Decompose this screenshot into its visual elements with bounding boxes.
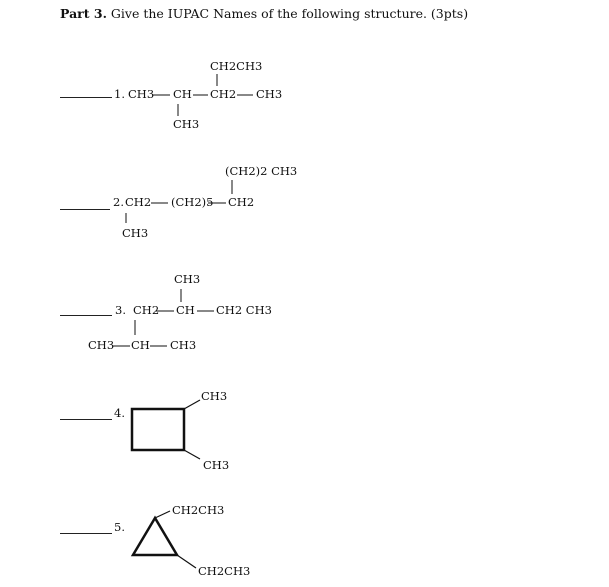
q5-substituent-bottom: CH2CH3 <box>198 564 251 578</box>
q1-ch3-right: CH3 <box>256 87 283 101</box>
q2-number: 2. <box>113 195 124 209</box>
q5-bond-bottom <box>177 555 196 568</box>
q3-answer-blank[interactable] <box>60 315 112 316</box>
q1-ch2: CH2 <box>210 87 237 101</box>
q2-ch2-left: CH2 <box>125 195 152 209</box>
q3-lower-ch: CH <box>131 338 150 352</box>
part-label: Part 3. <box>60 6 107 21</box>
q4-substituent-bottom: CH3 <box>203 458 230 472</box>
q3-ch2: CH2 <box>133 303 160 317</box>
q2-ch2-right: CH2 <box>228 195 255 209</box>
q3-lower-left: CH3 <box>88 338 115 352</box>
q3-right-chain: CH2 CH3 <box>216 303 272 317</box>
q2-answer-blank[interactable] <box>60 209 110 210</box>
q4-cyclobutane-ring <box>132 409 184 450</box>
q1-ch3-left: CH3 <box>128 87 155 101</box>
q1-top-branch: CH2CH3 <box>210 59 263 73</box>
q1-ch: CH <box>173 87 192 101</box>
q3-top-branch: CH3 <box>174 272 201 286</box>
q3-ch: CH <box>176 303 195 317</box>
q3-lower-right: CH3 <box>170 338 197 352</box>
q5-number: 5. <box>114 520 125 534</box>
q1-answer-blank[interactable] <box>60 97 112 98</box>
q5-answer-blank[interactable] <box>60 533 112 534</box>
q5-cyclopropane-ring <box>133 518 177 555</box>
q4-substituent-top: CH3 <box>201 389 228 403</box>
q4-bond-bottom <box>184 450 200 459</box>
q4-number: 4. <box>114 406 125 420</box>
q4-bond-top <box>184 400 200 409</box>
q1-bottom-branch: CH3 <box>173 117 200 131</box>
q2-top-branch: (CH2)2 CH3 <box>225 164 298 178</box>
q4-answer-blank[interactable] <box>60 419 112 420</box>
q2-chain: (CH2)5 <box>171 195 214 209</box>
q5-substituent-top: CH2CH3 <box>172 503 225 517</box>
instruction-text: Give the IUPAC Names of the following structure. (3pts) <box>110 6 469 21</box>
q3-number: 3. <box>115 303 126 317</box>
q5-bond-top <box>155 511 170 518</box>
q2-bottom-branch: CH3 <box>122 226 149 240</box>
q1-number: 1. <box>114 87 125 101</box>
